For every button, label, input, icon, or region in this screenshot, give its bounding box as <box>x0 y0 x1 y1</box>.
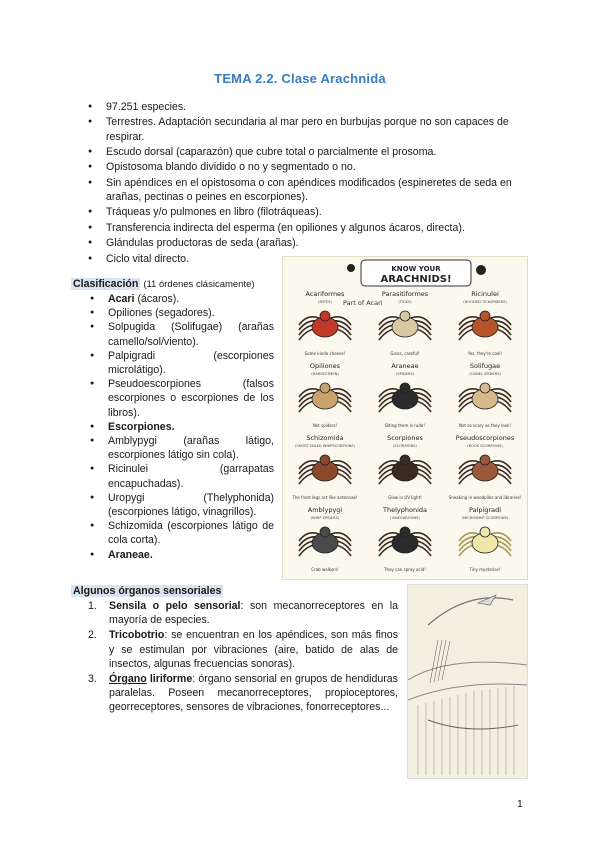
order-name: Schizomida <box>108 520 163 533</box>
organ-term: Tricobotrio <box>109 629 165 642</box>
sensory-hair-drawing <box>408 585 527 778</box>
poster-cell-subtitle: (SCORPIONS) <box>393 444 417 448</box>
classification-heading <box>71 277 255 292</box>
poster-cell-name: Schizomida <box>306 434 344 442</box>
bullet-item: ● Terrestres. Adaptación secundaria al mar pero en burbujas porque no son capaces de respirar. <box>88 115 528 143</box>
creature-head <box>400 455 410 465</box>
poster-cell-subtitle: (WHIP SPIDERS) <box>310 516 340 520</box>
order-description: (falsos escorpiones o escorpiones de los libros). <box>108 378 274 419</box>
poster-cell-caption: Crab walkers! <box>311 567 339 572</box>
poster-cell-name: Acariformes <box>305 290 345 298</box>
poster-cell-caption: Some kinda cheese! <box>304 351 346 356</box>
sensory-organ-item <box>88 628 398 671</box>
sensory-organs-title: Algunos órganos sensoriales <box>73 585 222 597</box>
organ-term-continued: liriforme <box>146 673 193 686</box>
poster-cell-subtitle: (CAMEL SPIDERS) <box>469 372 501 376</box>
order-description: (Thelyphonida) (escorpiones látigo, vinagrillos). <box>108 491 274 519</box>
creature-head <box>480 527 490 537</box>
part-of-acari-label: Part of Acari <box>343 299 383 307</box>
poster-cell-subtitle: (MITES) <box>318 300 332 304</box>
sensory-organ-item <box>88 672 398 715</box>
classification-title: Clasificación <box>73 278 139 290</box>
page-number: 1 <box>517 798 523 810</box>
order-name: Amblypygi <box>108 435 157 448</box>
intro-bullet-list <box>88 100 528 267</box>
order-name: Ricinulei <box>108 463 149 476</box>
item-number: 3. <box>88 673 97 686</box>
bullet-item: ● Glándulas productoras de seda (arañas). <box>88 236 528 250</box>
poster-cell-name: Ricinulei <box>471 290 499 298</box>
poster-cell-name: Solifugae <box>469 362 501 370</box>
bullet-item: ● Escudo dorsal (caparazón) que cubre total o parcialmente el prosoma. <box>88 145 528 159</box>
creature-head <box>320 311 330 321</box>
order-item <box>88 491 274 519</box>
order-description: (escorpiones látigo de cola corta). <box>108 520 274 547</box>
organ-description: : órgano sensorial en grupos de hendiduras paralelas. Poseen mecanorreceptores, propioceptores, georreceptores, sensores de vibraciones, fonorreceptores... <box>109 673 398 714</box>
poster-cell-caption: Tiny mysteries! <box>469 567 501 572</box>
poster-cell-subtitle: (HARVESTMEN) <box>311 372 339 376</box>
creature-head <box>400 527 410 537</box>
poster-cell-caption: Not spiders! <box>312 423 338 428</box>
order-name: Araneae <box>108 548 150 561</box>
order-item <box>88 548 274 562</box>
item-number: 1. <box>88 600 97 612</box>
order-description: (escorpiones microlátigo). <box>108 349 274 377</box>
order-name: Acari <box>108 293 135 305</box>
classification-note: (11 órdenes clásicamente) <box>143 279 255 290</box>
creature-head <box>480 311 490 321</box>
arachnids-poster-image <box>282 256 528 580</box>
sensory-organs-list <box>88 599 398 716</box>
order-item <box>88 292 274 306</box>
poster-cell-caption: Gross, careful! <box>390 351 420 356</box>
order-item <box>88 349 274 377</box>
poster-cell-caption: Sneaking in woodpiles and libraries! <box>448 495 522 500</box>
poster-cell-caption: They can spray acid! <box>384 567 426 572</box>
order-item <box>88 320 274 348</box>
scorpion-icon <box>476 265 486 275</box>
poster-cell-name: Thelyphonida <box>383 506 427 514</box>
poster-cell-name: Amblypygi <box>307 506 343 514</box>
organ-term: Sensila o pelo sensorial <box>109 600 241 612</box>
order-item <box>88 420 274 434</box>
order-name: Solpugida <box>108 321 156 334</box>
poster-cell-subtitle: (BOOK SCORPIONS) <box>467 444 503 448</box>
order-description: (segadores). <box>155 307 215 320</box>
creature-head <box>480 455 490 465</box>
poster-header-text-bottom: ARACHNIDS! <box>380 274 452 285</box>
order-item <box>88 462 274 490</box>
order-name: Opiliones <box>108 307 153 320</box>
poster-cell-subtitle: (MICROWHIP SCORPIONS) <box>461 516 509 520</box>
organ-description: : son mecanorreceptores en la mayoría de especies. <box>109 600 398 627</box>
poster-cell-subtitle: (SHORT-TAILED WHIPSCORPIONS) <box>295 444 355 448</box>
orders-list <box>88 292 274 562</box>
creature-head <box>320 455 330 465</box>
poster-cell-caption: Not so scary as they look! <box>458 423 512 428</box>
order-description: (arañas látigo, escorpiones látigo sin cola). <box>108 435 274 462</box>
poster-cell-name: Araneae <box>391 362 419 370</box>
bullet-item: ● Opistosoma blando dividido o no y segmentado o no. <box>88 160 528 174</box>
poster-cell-name: Pseudoscorpiones <box>455 434 515 442</box>
order-description: (Solifugae) (arañas camello/sol/viento). <box>108 321 274 348</box>
order-item <box>88 434 274 462</box>
sensory-organs-heading <box>71 584 223 598</box>
bullet-item: ● Transferencia indirecta del esperma (en opiliones y algunos ácaros, directa). <box>88 221 528 235</box>
bullet-item: ● Sin apéndices en el opistosoma o con apéndices modificados (espineretes de seda en arañas, pectinas o peines en escorpiones). <box>88 176 528 204</box>
organ-description: : se encuentran en los apéndices, son más finos y se estimulan por vibraciones (aire, batido de alas de insectos, algunas frecuencias sonoras). <box>109 629 398 670</box>
bullet-item: ● Ciclo vital directo. <box>88 252 528 266</box>
order-description: . <box>171 420 175 433</box>
poster-cell-subtitle: (TICKS) <box>398 300 412 304</box>
poster-cell-subtitle: (VINEGAROONS) <box>390 516 420 520</box>
bullet-item: ● 97.251 especies. <box>88 100 528 114</box>
poster-cell-name: Parasitiformes <box>381 290 429 298</box>
poster-cell-caption: Yes, they're cool! <box>467 351 503 356</box>
item-number: 2. <box>88 629 97 642</box>
order-item <box>88 306 274 320</box>
sensory-hair-illustration <box>407 584 528 779</box>
creature-head <box>400 311 410 321</box>
poster-cell-subtitle: (HOODED TICKSPIDERS) <box>463 300 507 304</box>
poster-cell-subtitle: (SPIDERS) <box>395 372 415 376</box>
poster-cell-name: Palpigradi <box>468 506 502 514</box>
poster-cell-caption: The front legs act like antennae! <box>292 495 358 500</box>
creature-head <box>320 527 330 537</box>
poster-cell-caption: Glow in UV light! <box>388 495 422 500</box>
creature-head <box>400 383 410 393</box>
poster-header-text-top: KNOW YOUR <box>391 265 441 273</box>
organ-term: Órgano <box>109 673 147 686</box>
order-item <box>88 519 274 547</box>
poster-cell-caption: Biting them is rude! <box>385 423 425 428</box>
order-name: Uropygi <box>108 491 145 504</box>
order-name: Palpigradi <box>108 349 156 362</box>
order-name: Pseudoescorpiones <box>108 378 202 391</box>
creature-head <box>320 383 330 393</box>
poster-cell-name: Scorpiones <box>387 434 423 442</box>
page-title: TEMA 2.2. Clase Arachnida <box>214 71 386 86</box>
creature-head <box>480 383 490 393</box>
order-name: Escorpiones <box>108 420 172 433</box>
sensory-organ-item <box>88 599 398 627</box>
order-description: . <box>149 548 153 561</box>
poster-cell-name: Opiliones <box>309 362 341 370</box>
spider-icon <box>347 264 355 272</box>
order-description: (garrapatas encapuchadas). <box>108 463 274 490</box>
poster-illustration <box>283 257 527 579</box>
order-item <box>88 377 274 420</box>
bullet-item: ● Tráqueas y/o pulmones en libro (filotráqueas). <box>88 205 528 219</box>
order-description: (ácaros). <box>137 293 180 305</box>
poster-header <box>347 260 486 286</box>
